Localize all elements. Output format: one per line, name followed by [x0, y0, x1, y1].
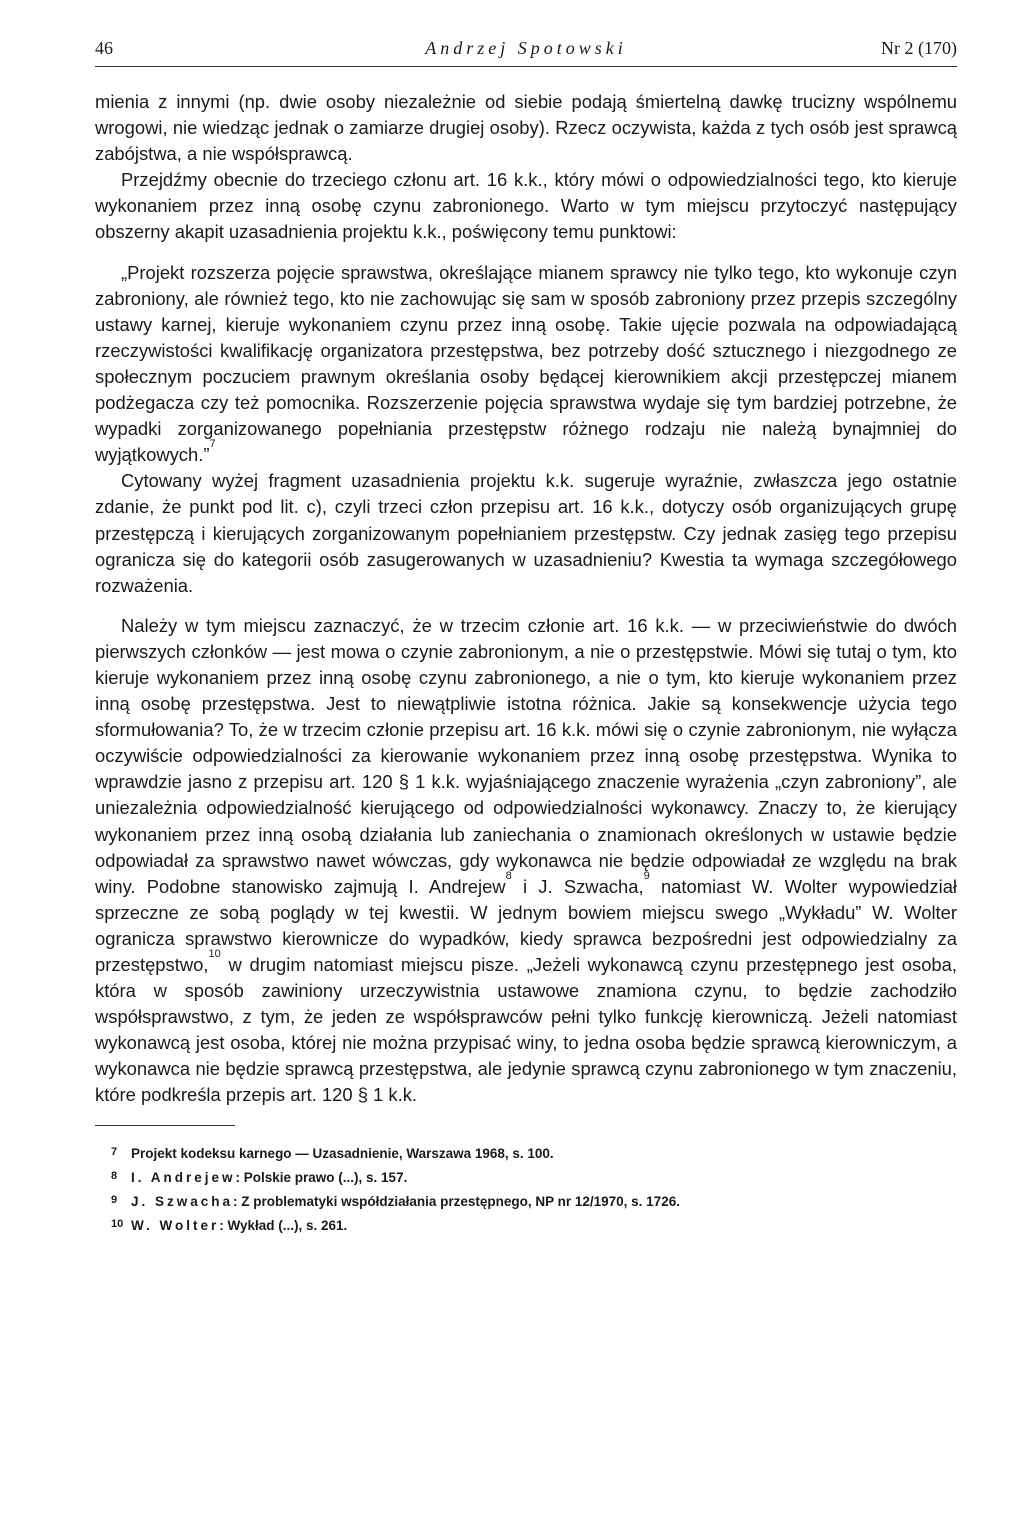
footnote-number: 9: [111, 1193, 118, 1206]
running-author: Andrzej Spotowski: [425, 38, 627, 58]
footnote-number: 10: [111, 1217, 124, 1230]
footnote-author: W. Wolter: [131, 1217, 220, 1233]
header-rule: [95, 66, 957, 67]
footnote-author: J. Szwacha: [131, 1193, 234, 1209]
footnote-number: 8: [111, 1169, 118, 1182]
paragraph: Przejdźmy obecnie do trzeciego członu art. 16 k.k., który mówi o odpowiedzialności tego, kto kieruje wykonaniem przez inną osobę czynu zabronionego. Warto w tym miejscu przytoczyć następujący obszerny akapit uzasadnienia projektu k.k., poświęcony temu punktowi:: [95, 169, 957, 243]
paragraph: Należy w tym miejscu zaznaczyć, że w trzecim członie art. 16 k.k. — w przeciwieństwie do dwóch pierwszych członków — jest mowa o czynie zabronionym, a nie o przestępstwie. Mówi się tutaj o tym, kto kieruje wykonaniem przez inną osobę czynu zabronionego, a nie o tym, kto kieruje wykonaniem przez inną osobę przestępstwa. Jest to niewątpliwie istotna różnica. Jakie są konsekwencje użycia tego sformułowania? To, że w trzecim członie przepisu art. 16 k.k. mówi się o czynie zabronionym, nie wyłącza oczywiście odpowiedzialności za kierowanie wykonaniem przez inną osobę przestępstwa. Wynika to wprawdzie jasno z przepisu art. 120 § 1 k.k. wyjaśniającego znaczenie wyrażenia „czyn zabroniony”, ale uniezależnia odpowiedzialność kierującego od odpowiedzialności wykonawcy. Znaczy to, że kierujący wykonaniem przez inną osobą działania lub zaniechania o znamionach określonych w ustawie będzie odpowiadał za sprawstwo nawet wówczas, gdy wykonawca nie będzie odpowiadał ze względu na brak winy. Podobne stanowisko zajmują I. Andrejew$^8$ i J. Szwacha,$^9$ natomiast W. Wolter wypowiedział sprzeczne ze sobą poglądy w tej kwestii. W jednym bowiem miejscu swego „Wykładu” W. Wolter ogranicza sprawstwo kierownicze do wypadków, kiedy sprawca bezpośredni jest odpowiedzialny za przestępstwo,$^{10}$ w drugim natomiast miejscu pisze. „Jeżeli wykonawcą czynu przestępnego jest osoba, która w sposób zawiniony urzeczywistnia ustawowe znamiona czynu, to będzie zachodziło współsprawstwo, z tym, że jeden ze współsprawców pełni tylko funkcję kierowniczą. Jeżeli natomiast wykonawcą jest osoba, której nie można przypisać winy, to jedna osoba będzie sprawcą kierowniczym, a wykonawca nie będzie sprawcą przestępstwa, ale jedynie sprawcą czynu zabronionego w tym znaczeniu, które podkreśla przepis art. 120 § 1 k.k.: [95, 614, 958, 1106]
footnote: 9 J. Szwacha: Z problematyki współdziałania przestępnego, NP nr 12/1970, s. 1726.: [111, 1190, 957, 1214]
footnotes: [95, 1142, 957, 1238]
footnote-ref[interactable]: 10: [208, 947, 221, 960]
footnote: 10 W. Wolter: Wykład (...), s. 261.: [111, 1214, 957, 1238]
body-text: [95, 89, 957, 1109]
issue-number: Nr 2 (170): [881, 38, 957, 58]
paragraph: mienia z innymi (np. dwie osoby niezależnie od siebie podają śmiertelną dawkę trucizny wspólnemu wrogowi, nie wiedząc jednak o zamiarze drugiej osoby). Rzecz oczywista, każda z tych osób jest sprawcą zabójstwa, a nie współsprawcą.: [95, 91, 957, 165]
page: [95, 38, 957, 1238]
running-header: [95, 38, 957, 64]
footnote-ref[interactable]: 8: [505, 869, 512, 882]
block-quote: „Projekt rozszerza pojęcie sprawstwa, określające mianem sprawcy nie tylko tego, kto wykonuje czyn zabroniony, ale również tego, kto nie zachowując się sam w sposób zabroniony przez przepis szczególny ustawy karnej, kieruje wykonaniem czynu przez inną osobę. Takie ujęcie pozwala na odpowiadającą rzeczywistości kwalifikację organizatora przestępstwa, bez potrzeby dość sztucznego i niezgodnego ze społecznym poczuciem prawnym określania osoby będącej kierownikiem akcji przestępczej mianem podżegacza czy też pomocnika. Rozszerzenie pojęcia sprawstwa wydaje się tym bardziej potrzebne, że wypadki zorganizowanego popełniania przestępstw różnego rodzaju nie należą bynajmniej do wyjątkowych.”$^7$: [95, 261, 957, 466]
footnote-author: I. Andrejew: [131, 1169, 236, 1185]
page-number: 46: [95, 38, 113, 58]
footnote-rule: [95, 1125, 235, 1126]
footnote: 7 Projekt kodeksu karnego — Uzasadnienie, Warszawa 1968, s. 100.: [111, 1142, 957, 1166]
footnote-ref[interactable]: 7: [209, 438, 216, 451]
footnote: 8 I. Andrejew: Polskie prawo (...), s. 157.: [111, 1166, 957, 1190]
footnote-ref[interactable]: 9: [643, 869, 650, 882]
paragraph: Cytowany wyżej fragment uzasadnienia projektu k.k. sugeruje wyraźnie, zwłaszcza jego ostatnie zdanie, że punkt pod lit. c), czyli trzeci człon przepisu art. 16 k.k., dotyczy osób organizujących grupę przestępczą i kierujących zorganizowanym popełnianiem przestępstw. Czy jednak zasięg tego przepisu ogranicza się do kategorii osób zasugerowanych w uzasadnieniu? Kwestia ta wymaga szczegółowego rozważenia.: [95, 470, 957, 596]
footnote-number: 7: [111, 1145, 118, 1158]
